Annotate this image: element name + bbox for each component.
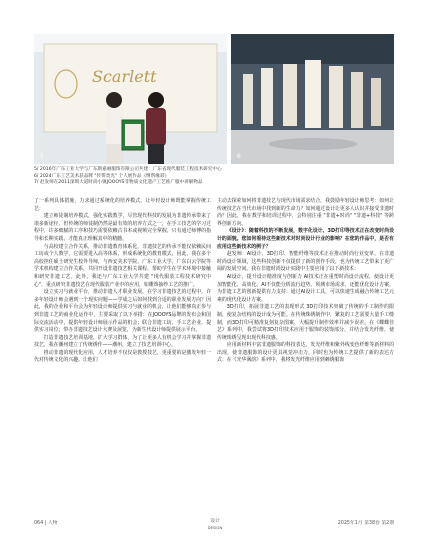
banner-brand-text: Scarlett (92, 67, 157, 86)
footer-magazine-en: DESIGN (207, 524, 223, 530)
right-text-column (217, 198, 394, 365)
photo-award-ceremony (34, 34, 227, 164)
footer-page-section: 064 | 人物 (34, 521, 58, 526)
paragraph: 与高校建立合作关系，推动非遗教育体系化，非遗技艺的传承不能仅依赖民间工坊或个人教学，它需要进入高等体系，形成系统化的教育模式，因此，我在多个高校担任硕士研究生校外导师，与西安美术学院、广东工业大学、广东白云学院等学术机构建立合作关系，共同开设非遗技艺相关课程，帮助学生在学术环境中接触和研究非遗工艺。此外，我还与广东工业大学共建 "现代服装工程技术研究中心"，重点研究非遗技艺在现代服装产业中的应用，如雕饰抽纱工艺的推广。 (34, 243, 211, 288)
paragraph: 3D打印，拓展非遗工艺的表现形式 3D打印技术突破了传统的手工制作的限制，使复杂结构的设计成为可能。在传统珠绣制作中，繁复的工艺需要大量手工缝制，而3D打印可精准复刻复杂图案，大幅提升制作效率并减少误差。在《蝶蝶佳艺》系列中，我尝试将3D打印技术应用于服饰的装饰部分，并结合发光纤维，使传统珠绣呈现出现代科技感。 (217, 304, 394, 341)
paragraph: 推动非遗的现代化应用，人才培养不仅仅是教授技艺，更重要的是激发年轻一代对传统文化的兴趣。让他们 (34, 349, 211, 364)
exhibition-hall-image (231, 34, 394, 164)
footer-magazine-cn: 设计 (210, 519, 220, 524)
svg-text:6: 6 (237, 153, 241, 160)
footer-issue-info: 2025年1月 第38卷 第2期 (337, 521, 394, 526)
photo-exhibition-hall (231, 34, 394, 164)
paragraph: 设立实习与就业平台，推动非遗人才职业发展，在学习非遗技艺的过程中，许多年轻设计师会遇到一个现实问题——学成之后如何找到合适的职业发展方向？因此，我的企业和平台会为年轻设计师提供实习与就业的机会，让他们能够真正参与到非遗工艺的商业化运作中，主要采取了以下举措：在JOOOYS品牌的发布会和国际交流活动中，提供年轻设计师展示作品的机会；联合非遗工坊、手工艺企业，提供实习岗位；带办非遗技艺设计大赛及展览，为新生代设计师提供展示平台。 (34, 289, 211, 334)
caption-5: 5/ 2016年广东工业大学与广东斯嘉丽服饰有限公司共建：广东省现代服装工程技术研究中心 (34, 167, 222, 172)
left-text-column (34, 198, 211, 365)
paragraph: 主动去探索如何将非遗技艺与现代市场需求结合。我鼓励年轻设计师思考：如何让传统技艺在当代市场中找到新的生命力？如何通过设计让更多人认识并接受非遗时尚？因此，我在教学和培训过程中，会特别注重 "非遗+时尚" "非遗+科技" 等跨界创新方向。 (217, 198, 394, 227)
interview-question: 《设计》：随着科技的不断发展，数字化设计、3D打印等技术正在改变时尚设计的面貌。您如何看待这些新技术对时尚设计行业的影响？在您的作品中，是否有应用这些新技术的例子？ (217, 228, 394, 250)
footer-magazine-name (200, 519, 230, 530)
caption-7: 7/ 赵发师在2011深圳大道时尚小镇JOOOYS非物质文化遗产工艺推广服中讲解物品 (34, 180, 203, 185)
award-ceremony-image (34, 34, 227, 164)
paragraph: AI设计，提升设计精准度与创新力 AI技术正在重塑时尚设计流程，使设计更加智能化、高效化。AI不仅能分析流行趋势，预测市场需求，还能优化设计方案，为非遗工艺的创新提供有力支持：通过AI设计工具，可以快速生成融合传统工艺元素的现代化设计方案。 (217, 273, 394, 303)
paragraph: 了一系列具体措施，力求通过系统化的培养模式，让年轻设计师既能掌握传统工艺： (34, 198, 211, 212)
paragraph: 应用新材料丰富非遗服饰的科技表达，发光纤维和紫外线变色纤维等新材料的出现，使非遗服饰的设计更具视觉冲击力，同时也为传统工艺提供了新的表达方式：在《光华满韵》系列中，我将发光纤维应用到刺绣服饰 (217, 342, 394, 364)
svg-text:5: 5 (40, 153, 44, 160)
paragraph: 建立师徒制培养模式，强化实践教学，尽管现代科技的发展为非遗传承带来了诸多新途径，但传统的师徒制仍然是最有效的培养方式之一，在手工技艺的学习过程中，许多细腻的工序和技巧需要依赖古书本或视频完全掌握，只有通过师傅的指导和长期实践，才能真正理解其中的精髓。 (34, 213, 211, 242)
paragraph: 打造非遗技艺培训基地，扩大学习群体，为了让更多人有机会学习并掌握非遗技艺，我在潮州建立了传统绣作——潮州，建立了技艺培训中心。 (34, 334, 211, 349)
interview-answer: 赵发师：AI设计、3D打印、智能纤维等技术正在推动时尚行业变革。在非遗时尚设计领域，这些科技创新不仅提供了新的创作手段，也为传统工艺带来了更广阔的发展空间。我在非遗时尚设计实践中主要应用了以下新技术： (217, 251, 394, 273)
caption-6: 6/ 2024广东工艺美术获品牌 "传帮类光" 个人展作品《继帮缘彩》 (34, 173, 170, 179)
